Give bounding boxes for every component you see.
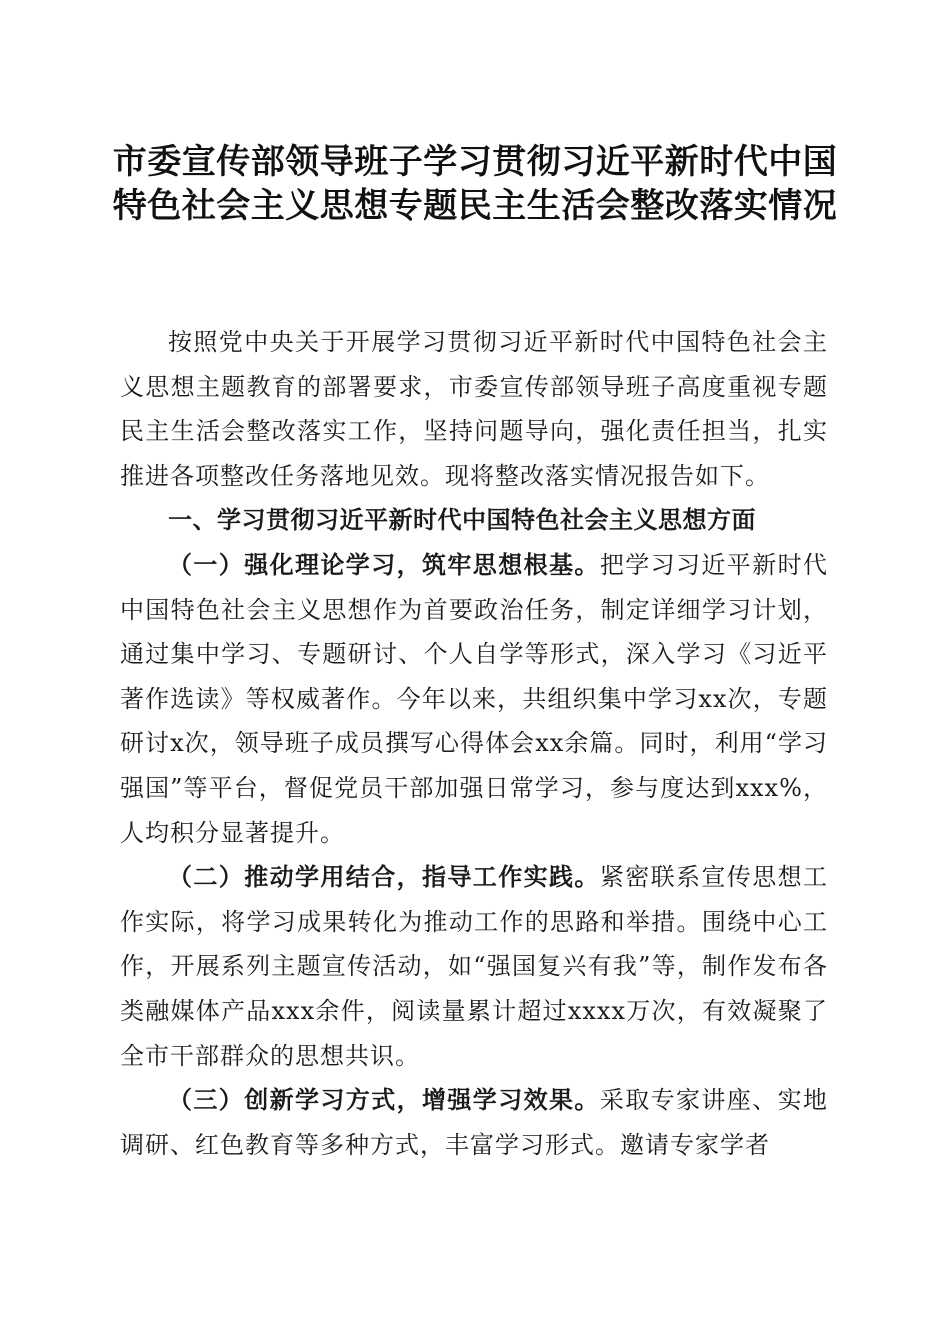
- paragraph-2: [120, 855, 828, 1078]
- paragraph-text: 紧密联系宣传思想工作实际，将学习成果转化为推动工作的思路和举措。围绕中心工作，开展系列主题宣传活动，如“强国复兴有我”等，制作发布各类融媒体产品xxx余件，阅读量累计超过xxxx万次，有效凝聚了全市干部群众的思想共识。: [120, 863, 829, 1070]
- intro-paragraph: 按照党中央关于开展学习贯彻习近平新时代中国特色社会主义思想主题教育的部署要求，市委宣传部领导班子高度重视专题民主生活会整改落实工作，坚持问题导向，强化责任担当，扎实推进各项整改任务落地见效。现将整改落实情况报告如下。: [120, 328, 828, 490]
- document-title: 市委宣传部领导班子学习贯彻习近平新时代中国特色社会主义思想专题民主生活会整改落实情况: [112, 142, 838, 226]
- paragraph-lead: （二）推动学用结合，指导工作实践。: [168, 863, 600, 892]
- section-heading: 一、学习贯彻习近平新时代中国特色社会主义思想方面: [168, 506, 756, 535]
- paragraph-text: 把学习习近平新时代中国特色社会主义思想作为首要政治任务，制定详细学习计划，通过集中学习、专题研讨、个人自学等形式，深入学习《习近平著作选读》等权威著作。今年以来，共组织集中学习xx次，专题研讨x次，领导班子成员撰写心得体会xx余篇。同时，利用“学习强国”等平台，督促党员干部加强日常学习，参与度达到xxx%，人均积分显著提升。: [120, 550, 829, 847]
- paragraph-text: 采取专家讲座、实地调研、红色教育等多种方式，丰富学习形式。邀请专家学者: [120, 1086, 829, 1159]
- document-body: [120, 320, 828, 1167]
- paragraph-lead: （一）强化理论学习，筑牢思想根基。: [168, 550, 600, 579]
- paragraph-3: [120, 1078, 828, 1167]
- paragraph-lead: （三）创新学习方式，增强学习效果。: [168, 1086, 600, 1115]
- paragraph-1: [120, 543, 828, 855]
